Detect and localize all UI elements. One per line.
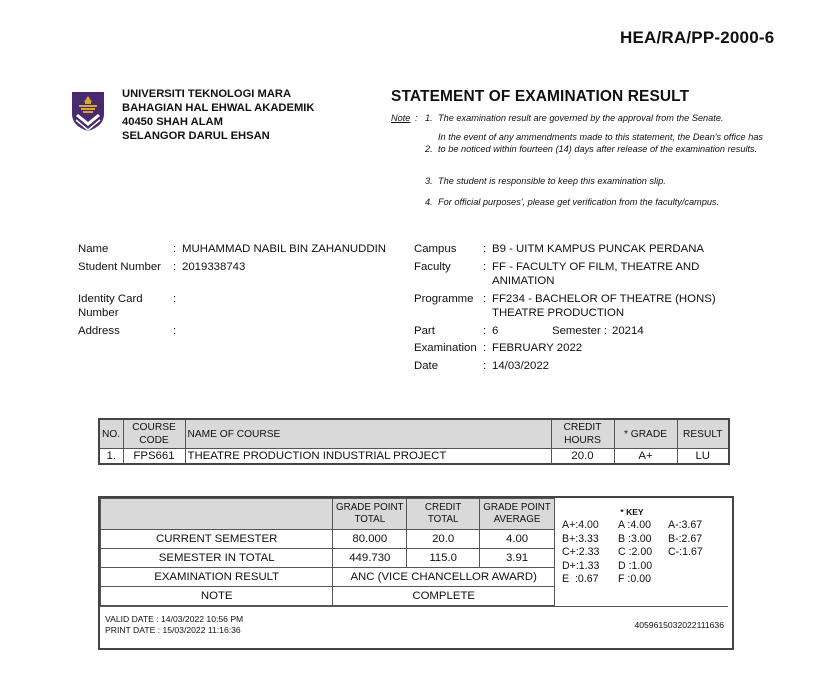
grade-key-row: B+:3.33 B :3.00 B-:2.67 — [562, 532, 703, 545]
note-row — [101, 587, 555, 606]
part-label: Part — [414, 325, 435, 337]
semester-value: 20214 — [612, 325, 644, 337]
examination-label: Examination — [414, 342, 477, 354]
reference-number: 4059615032022111636 — [634, 620, 724, 630]
examination-result-row — [101, 568, 555, 587]
course-credit: 20.0 — [551, 449, 614, 465]
current-gpt: 80.000 — [333, 530, 407, 549]
header-course-code: COURSE CODE — [123, 419, 185, 449]
identity-card-label: Identity Card — [78, 293, 143, 305]
date-label: Date — [414, 360, 439, 372]
course-result: LU — [677, 449, 729, 465]
current-gpa: 4.00 — [480, 530, 555, 549]
university-name: UNIVERSITI TEKNOLOGI MARA — [122, 88, 292, 100]
state: SELANGOR DARUL EHSAN — [122, 130, 270, 142]
notes-section: Note : 1. The examination result are governed by the approval from the Senate. 2. In the event of any ammendments made to this statement, the Dean's office has to be noticed within fourteen (14) days after release of the examination results. 3. The student is responsible to keep this examination slip. 4. For official purposes', please get verification from the faculty/campus. — [391, 113, 764, 207]
grade-key-row: C+:2.33 C :2.00 C-:1.67 — [562, 546, 703, 559]
university-crest-logo — [70, 90, 106, 132]
semester-label: Semester : — [552, 325, 608, 337]
grade-key-row: E :0.67 F :0.00 — [562, 573, 651, 586]
grade-key-row: A+:4.00 A :4.00 A-:3.67 — [562, 519, 703, 532]
header-credit-hours: CREDIT HOURS — [551, 419, 614, 449]
header-grade-point-total: GRADE POINT TOTAL — [333, 499, 407, 530]
valid-date: VALID DATE : 14/03/2022 10:56 PM — [105, 614, 244, 624]
university-address — [122, 87, 314, 143]
validity-footer — [100, 606, 728, 647]
print-date: PRINT DATE : 15/03/2022 11:16:36 — [105, 625, 241, 635]
examination-result-value: ANC (VICE CHANCELLOR AWARD) — [333, 568, 555, 587]
table-row — [99, 449, 729, 465]
course-table-header — [99, 419, 729, 449]
student-number-label: Student Number — [78, 261, 161, 273]
course-code: FPS661 — [123, 449, 185, 465]
student-name: MUHAMMAD NABIL BIN ZAHANUDDIN — [182, 243, 386, 255]
grade-key — [562, 506, 732, 586]
examination-result-label: EXAMINATION RESULT — [101, 568, 333, 587]
header-no: NO. — [99, 419, 123, 449]
current-semester-label: CURRENT SEMESTER — [101, 530, 333, 549]
programme-value-2: THEATRE PRODUCTION — [492, 307, 625, 319]
header-course-name: NAME OF COURSE — [185, 419, 551, 449]
faculty-value-2: ANIMATION — [492, 275, 555, 287]
document-number: HEA/RA/PP-2000-6 — [620, 28, 775, 47]
part-value: 6 — [492, 325, 499, 337]
current-ct: 20.0 — [407, 530, 480, 549]
total-gpt: 449.730 — [333, 549, 407, 568]
note-value: COMPLETE — [333, 587, 555, 606]
name-label: Name — [78, 243, 109, 255]
note-label: NOTE — [101, 587, 333, 606]
header-grade: * GRADE — [614, 419, 677, 449]
header-grade-point-average: GRADE POINT AVERAGE — [480, 499, 555, 530]
course-grade: A+ — [614, 449, 677, 465]
header-result: RESULT — [677, 419, 729, 449]
semester-total-row — [101, 549, 555, 568]
course-table — [98, 418, 730, 465]
faculty-label: Faculty — [414, 261, 451, 273]
course-name: THEATRE PRODUCTION INDUSTRIAL PROJECT — [185, 449, 551, 465]
programme-value: FF234 - BACHELOR OF THEATRE (HONS) — [492, 293, 716, 305]
summary-header — [101, 499, 555, 530]
summary-box — [98, 496, 734, 650]
postcode-city: 40450 SHAH ALAM — [122, 116, 223, 128]
address-label: Address — [78, 325, 120, 337]
grade-key-title: * KEY — [620, 507, 644, 517]
grade-key-row: D+:1.33 D :1.00 — [562, 559, 653, 572]
summary-table — [100, 498, 555, 606]
semester-total-label: SEMESTER IN TOTAL — [101, 549, 333, 568]
campus-value: B9 - UITM KAMPUS PUNCAK PERDANA — [492, 243, 705, 255]
campus-label: Campus — [414, 243, 457, 255]
notes-label: Note — [391, 113, 411, 123]
programme-label: Programme — [414, 293, 474, 305]
header-credit-total: CREDIT TOTAL — [407, 499, 480, 530]
current-semester-row — [101, 530, 555, 549]
total-ct: 115.0 — [407, 549, 480, 568]
identity-card-label-2: Number — [78, 307, 119, 319]
student-number: 2019338743 — [182, 261, 246, 273]
department-name: BAHAGIAN HAL EHWAL AKADEMIK — [122, 102, 315, 114]
student-info: Name : MUHAMMAD NABIL BIN ZAHANUDDIN Student Number : 2019338743 Identity Card Number : Address : Campus : B9 - UITM KAMPUS PUNCAK PERDANA Faculty : FF - FACULTY OF FILM, THEATRE AND ANIMATION Programme : FF234 - BACHELOR OF THEATRE (HONS) THEATRE PRODUCTION Part : 6 Semester : 20214 Examination : FEBRUARY 2022 Date : 14/03/2022 — [78, 243, 716, 372]
examination-value: FEBRUARY 2022 — [492, 342, 583, 354]
course-no: 1. — [99, 449, 123, 465]
document-title: STATEMENT OF EXAMINATION RESULT — [391, 88, 690, 105]
faculty-value: FF - FACULTY OF FILM, THEATRE AND — [492, 261, 700, 273]
total-gpa: 3.91 — [480, 549, 555, 568]
date-value: 14/03/2022 — [492, 360, 550, 372]
